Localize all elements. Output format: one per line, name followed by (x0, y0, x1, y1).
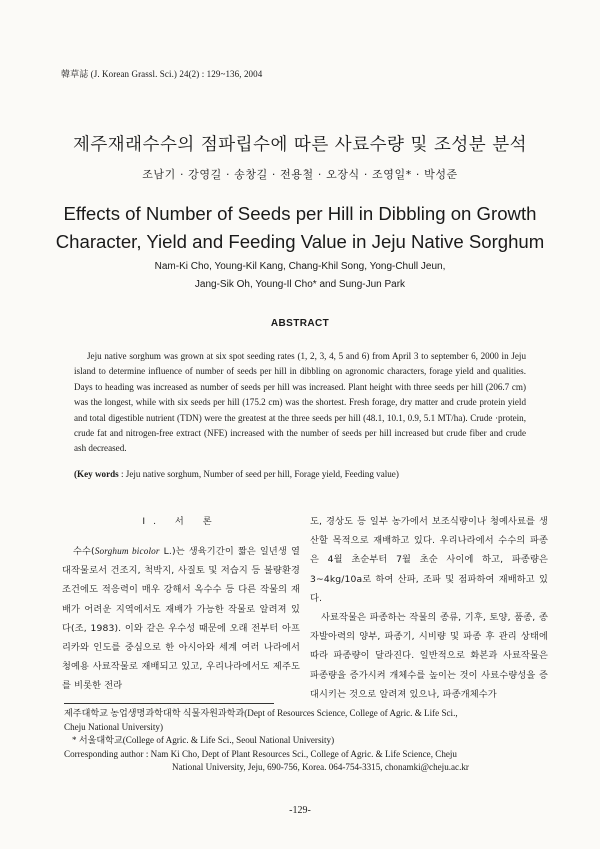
title-english (0, 200, 600, 256)
abstract-heading: ABSTRACT (270, 318, 330, 329)
authors-english (0, 258, 600, 294)
section-heading-introduction: Ⅰ. 서 론 (142, 516, 220, 527)
title-english-line-1: Effects of Number of Seeds per Hill in Dibbling on Growth (63, 203, 537, 224)
right-column (310, 512, 548, 704)
footnote-corresponding-cont: National University, Jeju, 690-756, Korea. 064-754-3315, chonamki@cheju.ac.kr (172, 762, 469, 773)
footnotes (64, 707, 540, 775)
keywords (74, 469, 534, 479)
species-name: Sorghum bicolor (94, 546, 160, 556)
authors-english-line-2: Jang-Sik Oh, Young-Il Cho* and Sung-Jun Park (194, 279, 406, 290)
title-english-line-2: Character, Yield and Feeding Value in Jeju Native Sorghum (55, 231, 545, 252)
authors-korean: 조남기 · 강영길 · 송창길 · 전용철 · 오장식 · 조영일* · 박성준 (142, 168, 458, 181)
footnote-rule (64, 703, 274, 704)
footnote-affiliation-1: 제주대학교 농업생명과학대학 식물자원과학과(Dept of Resources Science, College of Agric. & Life Sci., (64, 708, 458, 718)
page-number: -129- (289, 805, 311, 816)
footnote-affiliation-2: * 서울대학교(College of Agric. & Life Sci., Seoul National University) (72, 735, 335, 746)
intro-paragraph-1 (62, 542, 300, 696)
intro-text-a: 수수( (73, 546, 95, 557)
abstract-body: Jeju native sorghum was grown at six spot seeding rates (1, 2, 3, 4, 5 and 6) from April 3 to september 6, 2000 in Jeju island to determine influence of number of seeds per hill in dibbling on agronomic characters, forage yield and qualities. Days to heading was increased as number of seeds per hill was increased. Plant height with three seeds per hill (206.7 cm) was the longest, while with six seeds per hill (175.2 cm) was the shortest. Fresh forage, dry matter and crude protein yield and total digestible nutrient (TDN) were the greatest at the three seeds per hill (48.1, 10.1, 0.9, 5.1 MT/ha). Crude ·protein, crude fat and nitrogen-free extract (NFE) increased with the number of seeds per hill increased but crude fiber and crude ash decreased. (74, 351, 526, 454)
keywords-text: : Jeju native sorghum, Number of seed per hill, Forage yield, Feeding value) (118, 469, 399, 479)
journal-citation: 韓草誌 (J. Korean Grassl. Sci.) 24(2) : 129~136, 2004 (61, 69, 263, 79)
title-korean: 제주재래수수의 점파립수에 따른 사료수량 및 조성분 분석 (72, 135, 528, 155)
keywords-label: (Key words (74, 469, 119, 479)
footnote-corresponding: Corresponding author : Nam Ki Cho, Dept of Plant Resources Sci., College of Agric. & Life Science, Cheju (64, 748, 457, 759)
authors-english-line-1: Nam-Ki Cho, Young-Kil Kang, Chang-Khil Song, Yong-Chull Jeun, (154, 261, 446, 272)
intro-paragraph-1-cont: 도, 경상도 등 일부 농가에서 보조식량이나 청예사료를 생산할 목적으로 재배하고 있다. 우리나라에서 수수의 파종은 4월 초순부터 7월 초순 사이에 하고, 파종량은 3~4kg/10a로 하여 산파, 조파 및 점파하여 재배하고 있다. (310, 516, 548, 604)
footnote-affiliation-1-cont: Cheju National University) (64, 721, 164, 732)
left-column (62, 512, 300, 696)
intro-text-b: L.)는 생육기간이 짧은 일년생 열대작물로서 건조지, 척박지, 사질토 및 저습지 등 불량환경조건에도 적응력이 매우 강해서 옥수수 등 다른 작물의 재배가 어려운 지역에서도 재배가 가능한 작물로 알려져 있다(조, 1983). 이와 같은 우수성 때문에 오래 전부터 아프리카와 인도를 중심으로 한 아시아와 세계 여러 나라에서 청예용 사료작물로 재배되고 있고, 우리나라에서도 제주도를 비롯한 전라 (62, 546, 300, 692)
intro-paragraph-2: 사료작물은 파종하는 작물의 종류, 기후, 토양, 품종, 종자발아력의 양부, 파종기, 시비량 및 파종 후 관리 상태에 따라 파종량이 달라진다. 일반적으로 화본과 사료작물은 파종량을 증가시켜 개체수를 높이는 것이 사료수량성을 증대시키는 것으로 알려져 있으나, 파종개체수가 (310, 612, 548, 700)
